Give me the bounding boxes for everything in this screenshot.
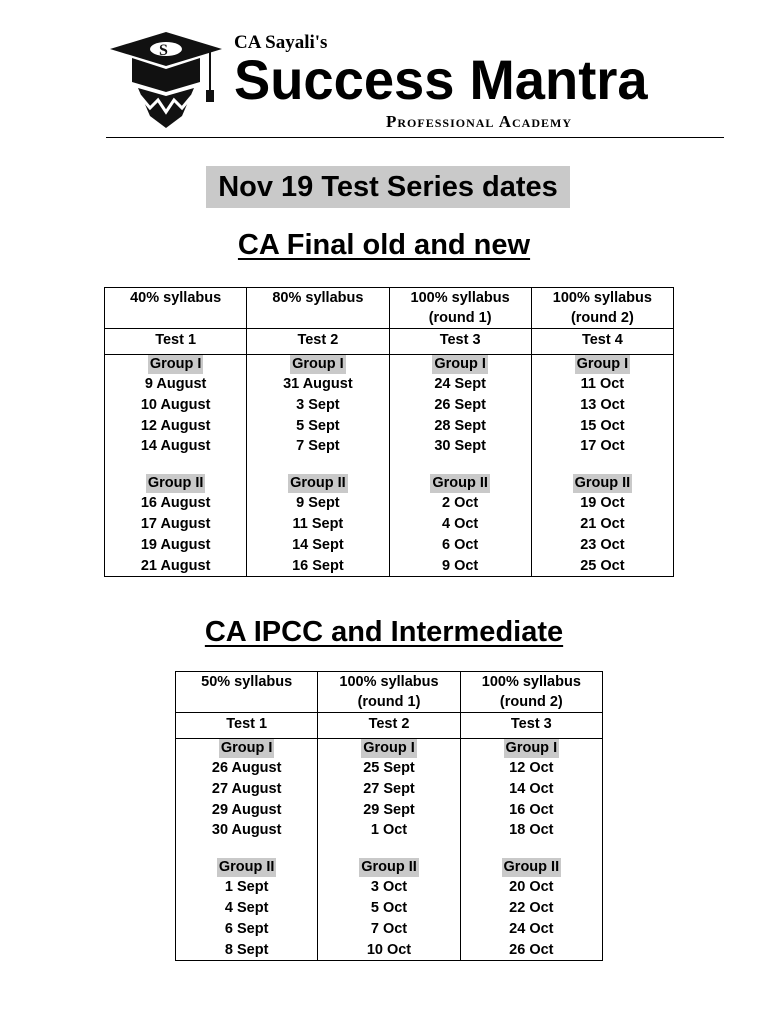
date-item: 17 August: [140, 515, 211, 532]
dates-row: [176, 739, 603, 961]
syllabus-label: 100% syllabus: [481, 674, 581, 690]
group-block: [105, 355, 246, 374]
syllabus-cell: [460, 672, 602, 713]
group-block: [532, 474, 673, 493]
group-spacer: [105, 457, 246, 474]
syllabus-label: (round 2): [570, 310, 634, 326]
group-label: Group II: [574, 475, 631, 492]
group-block: [461, 858, 602, 877]
date-item: 5 Oct: [370, 899, 408, 916]
date-item: 1 Sept: [224, 879, 269, 896]
group-label: Group II: [290, 475, 346, 492]
date-item: 21 Oct: [580, 515, 625, 532]
date-item: 9 Oct: [441, 557, 479, 574]
date-item: 28 Sept: [434, 417, 486, 434]
group-block: [105, 474, 246, 493]
syllabus-cell: [105, 288, 247, 329]
date-item: 11 Sept: [292, 515, 344, 532]
group-block: [318, 858, 459, 877]
group-label: Group II: [218, 859, 275, 876]
date-item: 17 Oct: [580, 438, 625, 455]
date-item: 26 Oct: [509, 941, 554, 958]
date-item: 29 Sept: [363, 801, 415, 818]
syllabus-header-row: [105, 288, 674, 329]
logo-owner: CA Sayali's: [234, 32, 328, 53]
date-item: 13 Oct: [580, 396, 625, 413]
date-item: 11 Oct: [580, 376, 625, 392]
group-label: Group I: [292, 356, 344, 372]
date-item: 15 Oct: [580, 417, 625, 434]
date-item: 12 August: [140, 417, 211, 434]
date-item: 31 August: [283, 376, 353, 392]
date-item: 14 Sept: [292, 536, 344, 553]
date-item: 5 Sept: [296, 417, 340, 434]
date-item: 7 Oct: [370, 920, 408, 937]
date-item: 2 Oct: [441, 495, 479, 512]
syllabus-label: 40% syllabus: [130, 290, 222, 306]
date-item: 24 Oct: [509, 920, 554, 937]
group-label: Group I: [434, 356, 486, 372]
group-spacer: [390, 457, 531, 474]
test-label: Test 1: [176, 713, 318, 739]
date-item: 10 August: [140, 396, 211, 413]
date-item: 25 Sept: [363, 760, 415, 776]
date-item: 29 August: [211, 801, 282, 818]
ipcc-heading: CA IPCC and Intermediate: [204, 616, 564, 648]
syllabus-cell: [247, 288, 389, 329]
date-item: 27 August: [211, 780, 282, 797]
test-label: Test 1: [105, 329, 247, 355]
group-label: Group II: [503, 859, 560, 876]
date-item: 4 Oct: [441, 515, 479, 532]
date-item: 30 August: [211, 822, 282, 839]
svg-text:S: S: [159, 42, 168, 59]
academy-logo: [110, 32, 690, 132]
syllabus-header-row: [176, 672, 603, 713]
date-item: 1 Oct: [370, 822, 408, 839]
group-label: Group I: [505, 740, 558, 756]
date-item: 19 August: [140, 536, 211, 553]
final-schedule-table: [104, 287, 674, 577]
syllabus-label: 100% syllabus: [410, 290, 510, 306]
date-item: 14 Oct: [509, 780, 554, 797]
test-label: Test 4: [531, 329, 673, 355]
group-label: Group I: [363, 740, 415, 756]
syllabus-cell: [318, 672, 460, 713]
group-label: Group II: [147, 475, 204, 492]
date-item: 24 Sept: [434, 376, 486, 392]
logo-tagline: Professional Academy: [386, 112, 572, 131]
date-item: 16 Sept: [292, 557, 344, 574]
group-spacer: [176, 841, 317, 858]
date-item: 4 Sept: [224, 899, 269, 916]
dates-cell: [531, 355, 673, 577]
date-item: 20 Oct: [509, 879, 554, 896]
syllabus-cell: [389, 288, 531, 329]
group-block: [247, 474, 388, 493]
date-item: 27 Sept: [363, 780, 415, 797]
dates-cell: [318, 739, 460, 961]
group-block: [390, 355, 531, 374]
group-block: [532, 355, 673, 374]
date-item: 26 Sept: [434, 396, 486, 413]
date-item: 3 Oct: [370, 879, 408, 896]
syllabus-label: (round 1): [357, 694, 421, 710]
group-block: [247, 355, 388, 374]
group-spacer: [532, 457, 673, 474]
syllabus-label: (round 1): [428, 310, 492, 326]
syllabus-label: 100% syllabus: [552, 290, 652, 306]
group-label: Group I: [220, 740, 273, 756]
date-item: 6 Oct: [441, 536, 479, 553]
group-block: [318, 739, 459, 758]
test-header-row: [105, 329, 674, 355]
test-header-row: [176, 713, 603, 739]
group-spacer: [247, 457, 388, 474]
date-item: 16 August: [140, 495, 211, 512]
syllabus-label: 80% syllabus: [272, 290, 364, 306]
date-item: 9 August: [144, 376, 207, 392]
date-item: 22 Oct: [509, 899, 554, 916]
date-item: 10 Oct: [366, 941, 412, 958]
date-item: 25 Oct: [580, 557, 625, 574]
date-item: 7 Sept: [296, 438, 340, 455]
date-item: 8 Sept: [224, 941, 269, 958]
group-spacer: [461, 841, 602, 858]
test-label: Test 3: [460, 713, 602, 739]
dates-cell: [389, 355, 531, 577]
test-label: Test 3: [389, 329, 531, 355]
test-label: Test 2: [318, 713, 460, 739]
group-spacer: [318, 841, 459, 858]
date-item: 3 Sept: [296, 396, 340, 413]
date-item: 18 Oct: [509, 822, 554, 839]
ipcc-schedule-table: [175, 671, 603, 961]
syllabus-label: 100% syllabus: [339, 674, 439, 690]
graduation-cap-icon: [110, 32, 228, 132]
group-block: [176, 739, 317, 758]
syllabus-cell: [531, 288, 673, 329]
group-label: Group II: [432, 475, 488, 492]
date-item: 6 Sept: [224, 920, 269, 937]
dates-cell: [105, 355, 247, 577]
group-label: Group I: [149, 356, 202, 372]
dates-cell: [176, 739, 318, 961]
page-title: Nov 19 Test Series dates: [206, 166, 570, 208]
date-item: 26 August: [211, 760, 282, 776]
date-item: 23 Oct: [580, 536, 625, 553]
group-label: Group II: [361, 859, 417, 876]
syllabus-cell: [176, 672, 318, 713]
test-label: Test 2: [247, 329, 389, 355]
final-heading: CA Final old and new: [237, 229, 531, 261]
dates-cell: [247, 355, 389, 577]
group-block: [176, 858, 317, 877]
date-item: 12 Oct: [509, 760, 554, 776]
syllabus-label: 50% syllabus: [201, 674, 293, 690]
date-item: 21 August: [140, 557, 211, 574]
header-divider: [106, 137, 724, 138]
syllabus-label: (round 2): [499, 694, 563, 710]
group-label: Group I: [576, 356, 629, 372]
date-item: 30 Sept: [434, 438, 486, 455]
logo-name: Success Mantra: [234, 48, 648, 111]
dates-cell: [460, 739, 602, 961]
date-item: 19 Oct: [580, 495, 625, 512]
date-item: 14 August: [140, 438, 211, 455]
date-item: 9 Sept: [296, 495, 340, 512]
group-block: [461, 739, 602, 758]
group-block: [390, 474, 531, 493]
dates-row: [105, 355, 674, 577]
date-item: 16 Oct: [509, 801, 554, 818]
